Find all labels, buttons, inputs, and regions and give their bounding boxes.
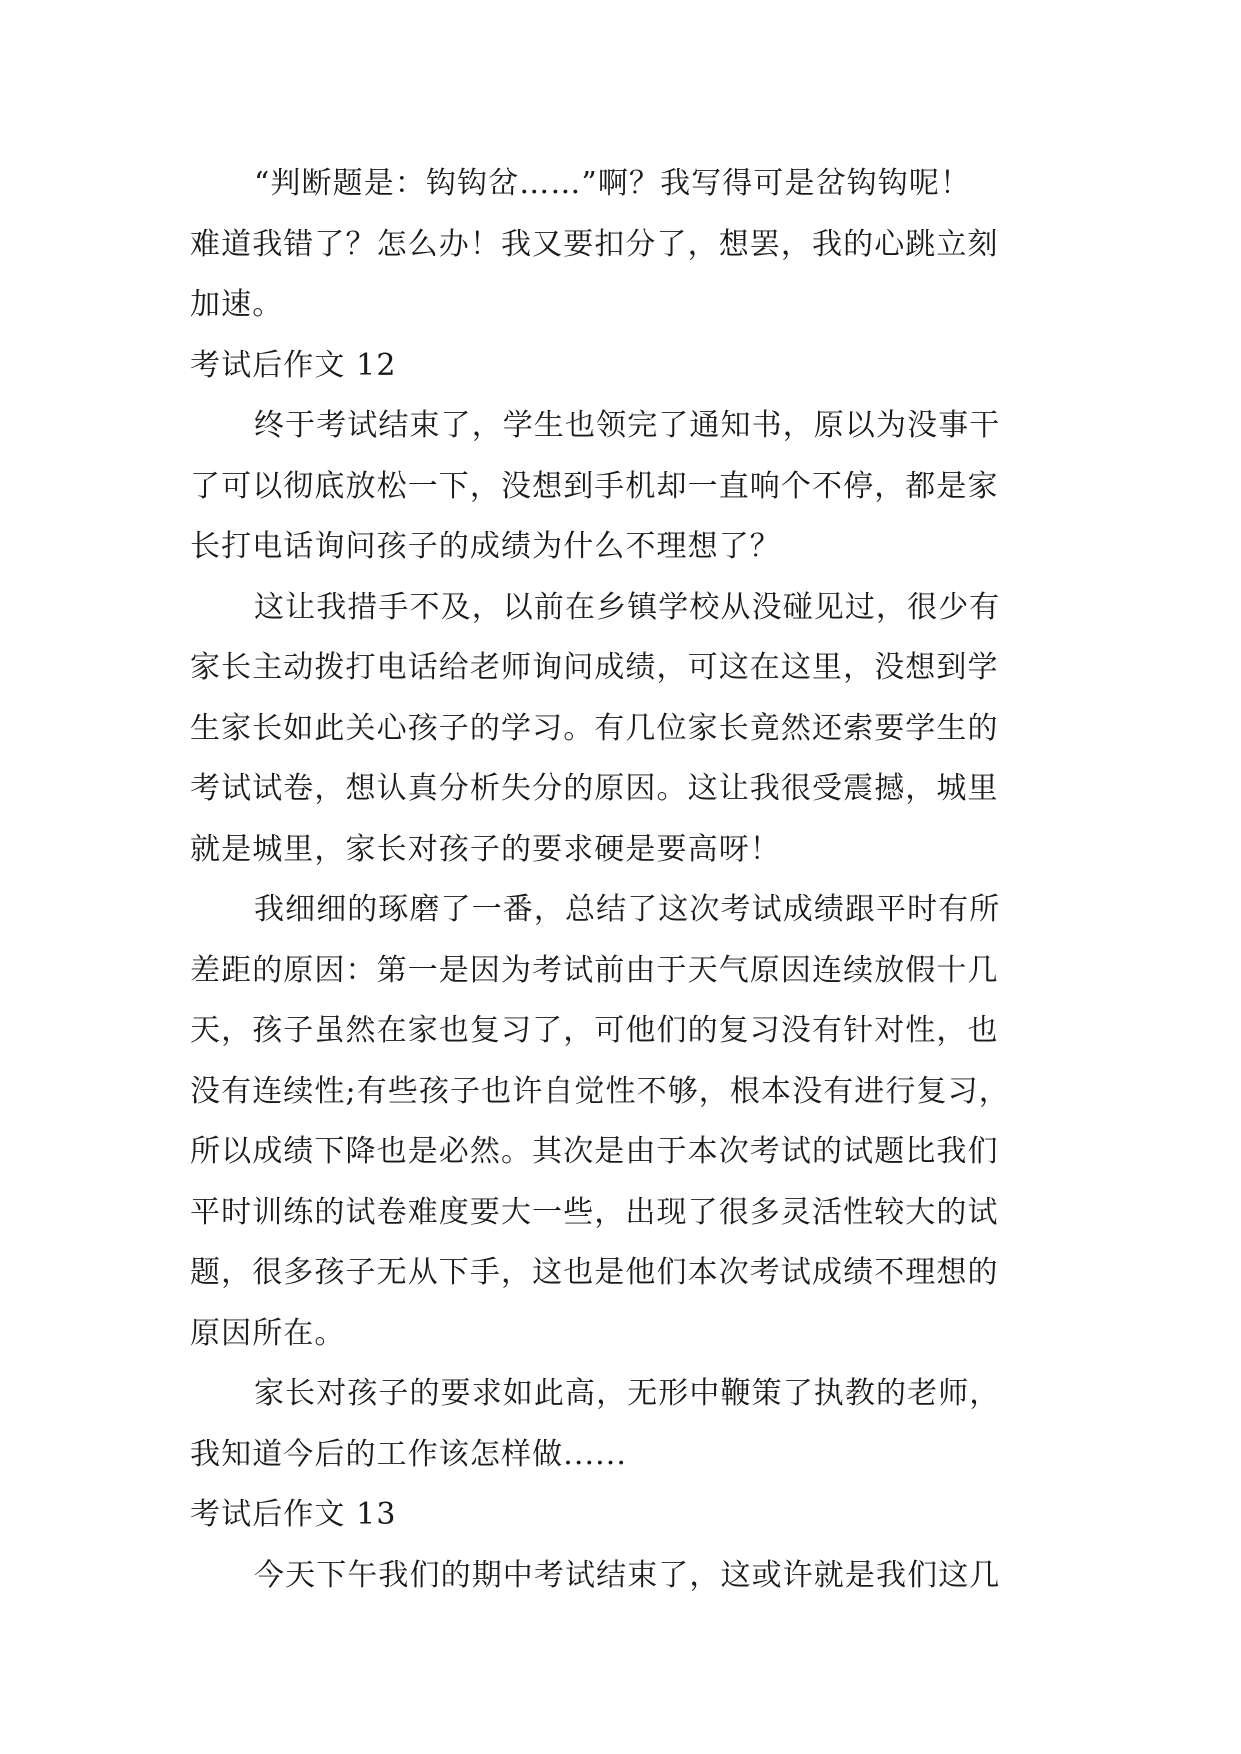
text-line: 家长主动拨打电话给老师询问成绩，可这在这里，没想到学 xyxy=(190,650,999,685)
text-line: 今天下午我们的期中考试结束了，这或许就是我们这几 xyxy=(254,1557,1001,1593)
text-line: 天，孩子虽然在家也复习了，可他们的复习没有针对性，也 xyxy=(190,1013,999,1048)
paragraph xyxy=(190,578,1050,881)
text-line: 家长对孩子的要求如此高，无形中鞭策了执教的老师， xyxy=(254,1376,1001,1411)
text-line: 我细细的琢磨了一番，总结了这次考试成绩跟平时有所 xyxy=(254,892,1001,927)
text-line: 难道我错了？怎么办！我又要扣分了，想罢，我的心跳立刻 xyxy=(190,226,999,262)
text-line: 生家长如此关心孩子的学习。有几位家长竟然还索要学生的 xyxy=(190,710,999,746)
paragraph xyxy=(190,154,1050,336)
text-line: 没有连续性;有些孩子也许自觉性不够，根本没有进行复习， xyxy=(190,1073,1010,1109)
document-page xyxy=(190,154,1050,1606)
text-line: 平时训练的试卷难度要大一些，出现了很多灵活性较大的试 xyxy=(190,1194,999,1230)
text-line: 长打电话询问孩子的成绩为什么不理想了？ xyxy=(190,529,781,564)
text-line: 终于考试结束了，学生也领完了通知书，原以为没事干 xyxy=(254,408,1001,443)
paragraph xyxy=(190,1546,1050,1607)
paragraph xyxy=(190,1364,1050,1485)
paragraph xyxy=(190,880,1050,1364)
text-line: “判断题是：钩钩岔……”啊？我写得可是岔钩钩呢！ xyxy=(254,166,972,201)
text-line: 所以成绩下降也是必然。其次是由于本次考试的试题比我们 xyxy=(190,1134,999,1169)
text-line: 这让我措手不及，以前在乡镇学校从没碰见过，很少有 xyxy=(254,589,1001,625)
section-heading: 考试后作文 12 xyxy=(190,347,397,383)
text-line: 考试试卷，想认真分析失分的原因。这让我很受震撼，城里 xyxy=(190,771,999,806)
text-line: 题，很多孩子无从下手，这也是他们本次考试成绩不理想的 xyxy=(190,1255,999,1290)
paragraph xyxy=(190,396,1050,578)
text-line: 了可以彻底放松一下，没想到手机却一直响个不停，都是家 xyxy=(190,468,999,504)
text-line: 加速。 xyxy=(190,287,284,322)
text-line: 我知道今后的工作该怎样做...... xyxy=(190,1436,628,1472)
text-line: 就是城里，家长对孩子的要求硬是要高呀！ xyxy=(190,831,781,867)
section-heading: 考试后作文 13 xyxy=(190,1497,397,1532)
text-line: 原因所在。 xyxy=(190,1315,346,1351)
text-line: 差距的原因：第一是因为考试前由于天气原因连续放假十几 xyxy=(190,952,999,988)
